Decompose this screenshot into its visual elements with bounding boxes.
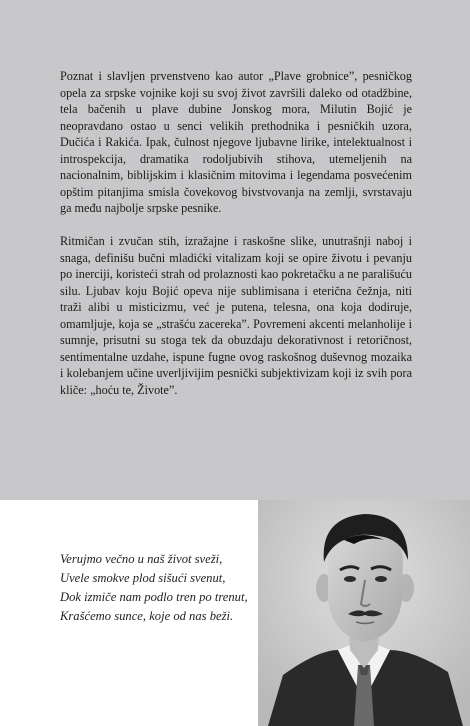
poem-panel — [0, 500, 470, 726]
poem-stanza — [60, 550, 250, 626]
poem-line-4: Krašćemo sunce, koje od nas beži. — [60, 609, 234, 623]
poem-line-2: Uvele smokve plod sišući svenut, — [60, 571, 226, 585]
description-paragraph-2: Ritmičan i zvučan stih, izražajne i raskošne slike, unutrašnji naboj i snaga, definišu bučni mladićki vitalizam koji se opire životu i pevanju po inerciji, koristeći strah od prolaznosti kao pokretačku a ne parališuću silu. Ljubav koju Bojić opeva nije sublimisana i eterična čežnja, niti traži alibi u misticizmu, već je putena, telesna, ona koja dodiruje, omamljuje, koja se „strašću zacereka”. Povremeni akcenti melanholije i sumnje, prisutni su stoga tek da obuzdaju dekorativnost i retoričnost, sentimentalne uzdahe, ispune fugne ovog raskošnog duševnog mozaika i kolebanjem učine uverljivijim pesnički subjektivizam koji iz svih pora kliče: „hoću te, Živote”. — [60, 234, 412, 397]
poem-line-1: Verujmo večno u naš život sveži, — [60, 552, 223, 566]
author-portrait-photo — [258, 500, 470, 726]
description-text — [60, 68, 412, 415]
description-paragraph-1: Poznat i slavljen prvenstveno kao autor „Plave grobnice”, pesničkog opela za srpske vojnike koji su svoj život završili daleko od otadžbine, tela bačenih u plave dubine Jonskog mora, Milutin Bojić je neopravdano ostao u senci velikih prethodnika i pesničkih uzora, Dučića i Rakića. Ipak, čulnost njegove ljubavne lirike, intelektualnost i introspekcija, dramatika rodoljubivih stihova, utemeljenih na nacionalnim, biblijskim i klasičnim mitovima i legendama posvećenim opštim pitanjima smisla čovekovog bivstvovanja na zemlji, svrstavaju ga među najbolje srpske pesnike. — [60, 69, 412, 215]
poem-line-3: Dok izmiče nam podlo tren po trenut, — [60, 590, 248, 604]
